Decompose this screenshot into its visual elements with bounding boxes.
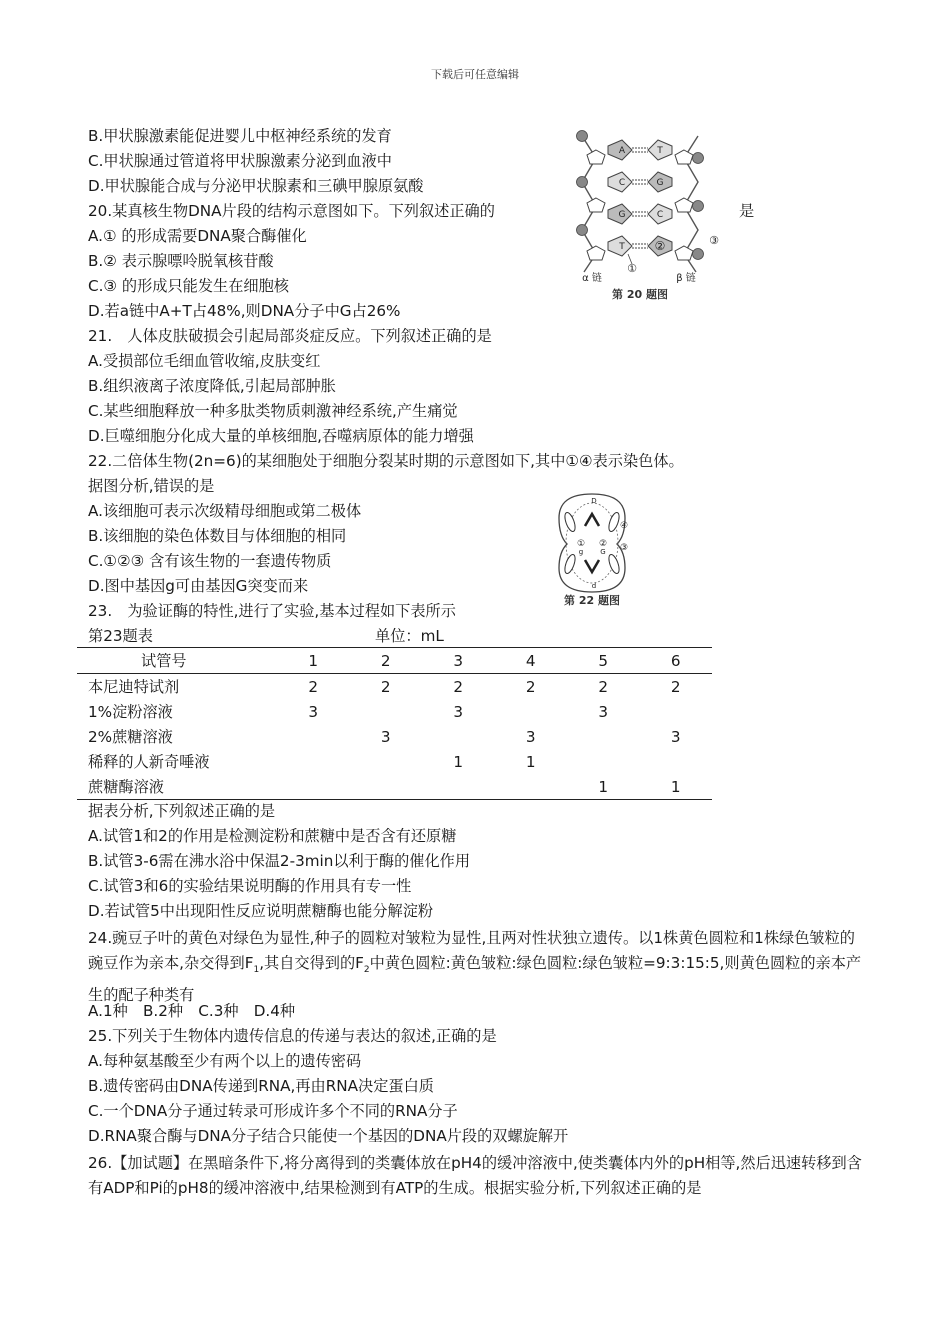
cell-division-figure [545,488,640,610]
q21-stem: 21. 人体皮肤破损会引起局部炎症反应。下列叙述正确的是 [88,327,492,345]
q21-option-d: D.巨噬细胞分化成大量的单核细胞,吞噬病原体的能力增强 [88,427,474,445]
table-header-cell: 5 [567,648,640,674]
q20-option-b: B.② 表示腺嘌呤脱氧核苷酸 [88,252,274,270]
marker-3: ③ [619,543,629,553]
q23-stem: 23. 为验证酶的特性,进行了实验,基本过程如下表所示 [88,602,456,620]
q19-option-d: D.甲状腺能合成与分泌甲状腺素和三碘甲腺原氨酸 [88,177,424,195]
table-header-cell: 1 [277,648,350,674]
table-row [77,699,712,724]
gene-label: d [591,582,597,590]
table-cell [640,749,713,774]
q19-option-b: B.甲状腺激素能促进婴儿中枢神经系统的发育 [88,127,392,145]
marker-1: ① [627,262,637,275]
table-header-cell: 试管号 [77,648,277,674]
table-cell: 3 [670,727,681,746]
table-caption: 第23题表 [88,627,153,645]
marker-2: ② [598,539,608,549]
table-header-cell: 3 [422,648,495,674]
base-label: A [618,146,626,156]
q25-option-a: A.每种氨基酸至少有两个以上的遗传密码 [88,1052,362,1070]
table-cell [350,699,423,724]
q21-option-c: C.某些细胞释放一种多肽类物质刺激神经系统,产生痛觉 [88,402,458,420]
dna-structure-figure [570,126,725,304]
table-cell [350,774,423,800]
q23-option-c: C.试管3和6的实验结果说明酶的作用具有专一性 [88,877,412,895]
table-cell [277,749,350,774]
table-header-cell: 2 [350,648,423,674]
table-cell [495,774,568,800]
q24-stem: 24.豌豆子叶的黄色对绿色为显性,种子的圆粒对皱粒为显性,且两对性状独立遗传。以1株黄色圆粒和1株绿色皱粒的豌豆作为亲本,杂交得到$F_1$,其自交得到的$F_2$中黄色圆粒:黄色皱粒:绿色圆粒:绿色皱粒=9:3:15:5,则黄色圆粒的亲本产生的配子种类有 [88,929,862,1005]
table-row [77,674,712,700]
q23-analysis: 据表分析,下列叙述正确的是 [88,802,276,820]
table-cell: 2 [380,677,391,696]
q25-option-c: C.一个DNA分子通过转录可形成许多个不同的RNA分子 [88,1102,458,1120]
table-row [77,724,712,749]
table-cell: 2%蔗糖溶液 [88,728,173,746]
table-cell: 稀释的人新奇唾液 [88,753,210,771]
experiment-table [77,647,712,800]
table-cell: 1 [640,774,713,800]
fig22-caption: 第 22 题图 [564,594,620,607]
q23-option-d: D.若试管5中出现阳性反应说明蔗糖酶也能分解淀粉 [88,902,434,920]
table-cell: 2 [308,677,319,696]
table-header-cell: 6 [640,648,713,674]
base-label: G [618,210,626,220]
q22-option-b: B.该细胞的染色体数目与体细胞的相同 [88,527,347,545]
alpha-chain-label: α 链 [582,273,602,284]
gene-label: g [578,548,584,556]
table-cell: 3 [525,727,536,746]
marker-2: ② [654,239,666,253]
marker-3: ③ [709,234,719,247]
beta-chain-label: β 链 [676,273,696,284]
table-header-cell: 4 [495,648,568,674]
marker-1: ① [576,539,586,549]
table-cell: 1%淀粉溶液 [88,703,173,721]
table-cell [277,774,350,800]
q21-option-a: A.受损部位毛细血管收缩,皮肤变红 [88,352,321,370]
table-unit: 单位：mL [375,627,444,645]
gene-label: D [591,497,597,505]
base-label: G [656,178,664,188]
fig20-caption: 第 20 题图 [612,288,668,301]
q25-option-d: D.RNA聚合酶与DNA分子结合只能使一个基因的DNA片段的双螺旋解开 [88,1127,569,1145]
q20-option-c: C.③ 的形成只能发生在细胞核 [88,277,289,295]
table-cell: 1 [453,752,464,771]
table-row [77,749,712,774]
table-cell: 本尼迪特试剂 [88,678,180,696]
table-cell: 3 [598,702,609,721]
base-label: T [619,242,625,252]
table-cell: 2 [453,677,464,696]
base-label: T [657,146,663,156]
q20-option-a: A.① 的形成需要DNA聚合酶催化 [88,227,307,245]
q24-options: A.1种 B.2种 C.3种 D.4种 [88,1002,296,1020]
table-cell [277,724,350,749]
table-header-row [77,648,712,674]
q25-stem: 25.下列关于生物体内遗传信息的传递与表达的叙述,正确的是 [88,1027,497,1045]
table-cell [640,699,713,724]
q22-stem-cont: 据图分析,错误的是 [88,477,215,495]
table-cell [567,724,640,749]
q20-option-d: D.若a链中A+T占48%,则DNA分子中G占26% [88,302,401,320]
q22-option-a: A.该细胞可表示次级精母细胞或第二极体 [88,502,362,520]
q22-stem: 22.二倍体生物(2n=6)的某细胞处于细胞分裂某时期的示意图如下,其中①④表示染色体。 [88,452,684,470]
table-cell: 2 [598,677,609,696]
table-row [77,774,712,800]
q20-stem-end: 是 [739,202,755,220]
base-label: C [656,210,664,220]
page-header: 下载后可任意编辑 [431,68,519,81]
table-cell: 3 [380,727,391,746]
table-cell: 3 [308,702,319,721]
q26-stem: 26.【加试题】在黑暗条件下,将分离得到的类囊体放在pH4的缓冲溶液中,使类囊体内外的pH相等,然后迅速转移到含有ADP和Pi的pH8的缓冲溶液中,结果检测到有ATP的生成。根据实验分析,下列叙述正确的是 [88,1154,862,1197]
q20-stem: 20.某真核生物DNA片段的结构示意图如下。下列叙述正确的 [88,202,495,220]
table-cell [422,724,495,749]
table-cell [350,749,423,774]
table-cell: 2 [670,677,681,696]
base-label: C [618,178,626,188]
table-cell: 1 [567,774,640,800]
table-cell: 3 [453,702,464,721]
q19-option-c: C.甲状腺通过管道将甲状腺激素分泌到血液中 [88,152,392,170]
table-cell: 1 [525,752,536,771]
table-cell [422,774,495,800]
table-cell: 2 [525,677,536,696]
q25-option-b: B.遗传密码由DNA传递到RNA,再由RNA决定蛋白质 [88,1077,434,1095]
q22-option-d: D.图中基因g可由基因G突变而来 [88,577,309,595]
table-cell [495,699,568,724]
q21-option-b: B.组织液离子浓度降低,引起局部肿胀 [88,377,336,395]
q23-option-a: A.试管1和2的作用是检测淀粉和蔗糖中是否含有还原糖 [88,827,457,845]
table-cell [567,749,640,774]
gene-label: G [600,548,606,556]
q23-option-b: B.试管3-6需在沸水浴中保温2-3min以利于酶的催化作用 [88,852,471,870]
table-cell: 蔗糖酶溶液 [77,774,277,800]
marker-4: ④ [619,521,629,531]
q22-option-c: C.①②③ 含有该生物的一套遗传物质 [88,552,332,570]
